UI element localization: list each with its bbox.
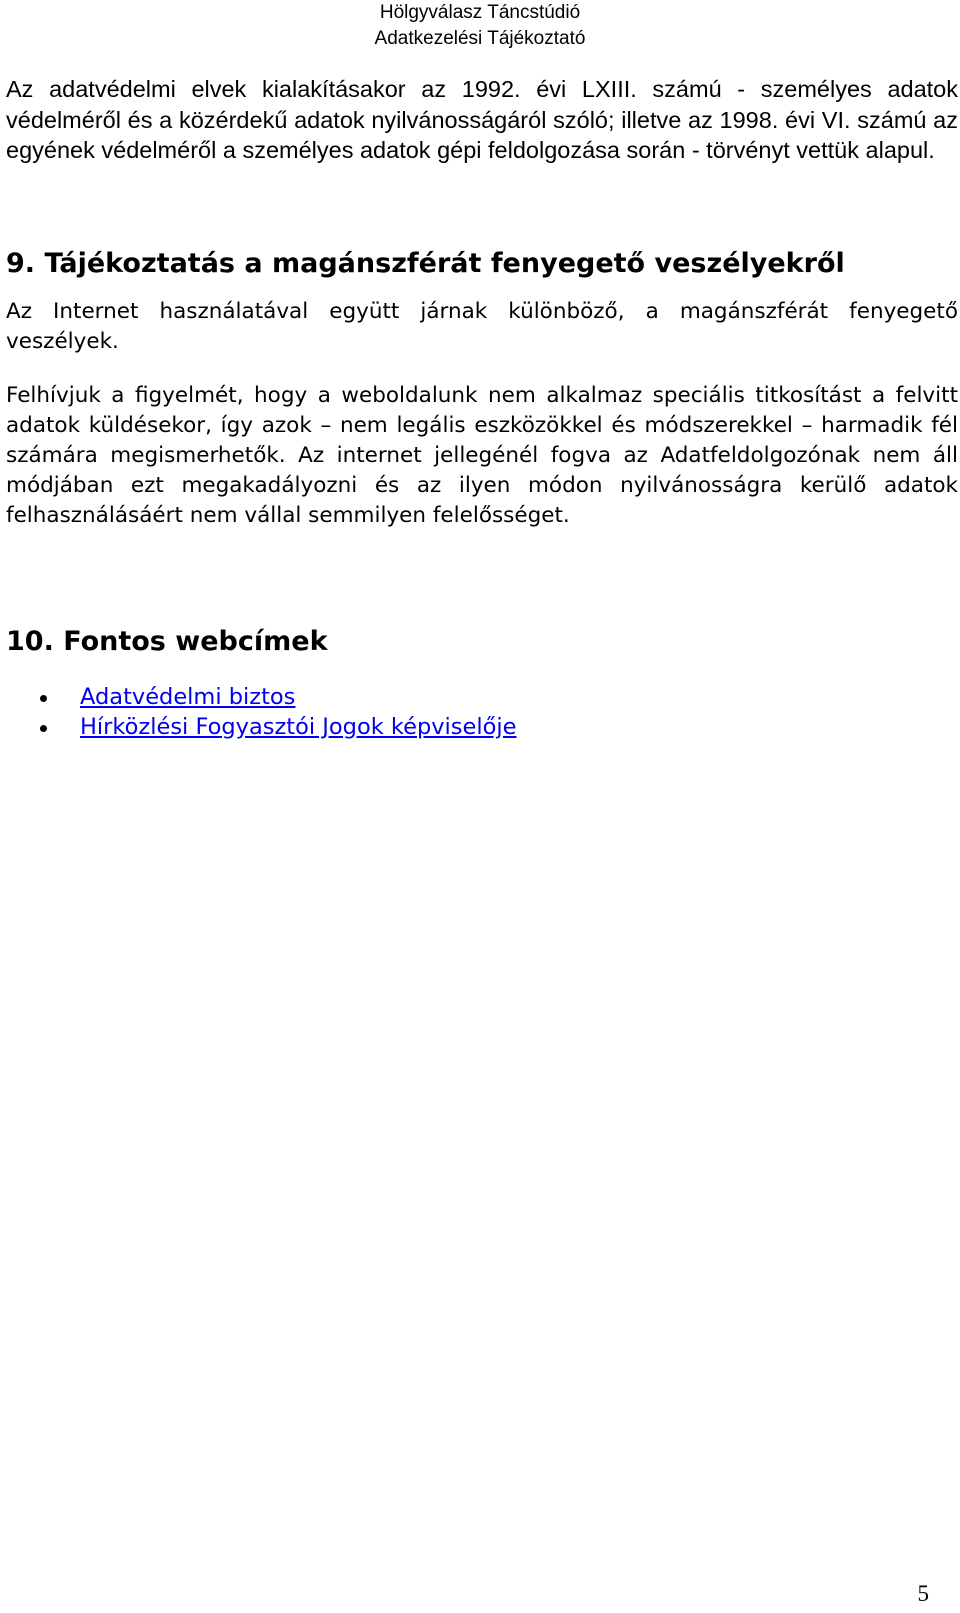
header-document-title: Adatkezelési Tájékoztató (374, 28, 586, 49)
link-consumer-rights-representative[interactable]: Hírközlési Fogyasztói Jogok képviselője (80, 713, 517, 740)
bullet-icon (40, 695, 47, 702)
list-item (6, 712, 958, 742)
intro-paragraph: Az adatvédelmi elvek kialakításakor az 1992. évi LXIII. számú - személyes adatok védelméről és a közérdekű adatok nyilvánosságáról szóló; illetve az 1998. évi VI. számú az egyének védelméről a személyes adatok gépi feldolgozása során - törvényt vettük alapul. (6, 76, 958, 163)
document-body (6, 74, 958, 742)
section-9-paragraph-2: Felhívjuk a figyelmét, hogy a weboldalunk nem alkalmaz speciális titkosítást a felvitt adatok küldésekor, így azok – nem legális eszközökkel és módszerekkel – harmadik fél számára megismerhetők. Az internet jellegénél fogva az Adatfeldolgozónak nem áll módjában ezt megakadályozni és az ilyen módon nyilvánosságra kerülő adatok felhasználásáért nem vállal semmilyen felelősséget. (6, 382, 958, 528)
link-data-protection-commissioner[interactable]: Adatvédelmi biztos (80, 683, 296, 710)
page-number: 5 (917, 1581, 929, 1606)
header-company-name: Hölgyválasz Táncstúdió (379, 2, 581, 23)
web-address-list (6, 682, 958, 742)
list-item (6, 682, 958, 712)
section-10-heading: 10. Fontos webcímek (6, 625, 328, 657)
section-9-heading: 9. Tájékoztatás a magánszférát fenyegető veszélyekről (6, 247, 845, 279)
section-9-paragraph-1: Az Internet használatával együtt járnak különböző, a magánszférát fenyegető veszélyek. (6, 298, 958, 354)
bullet-icon (40, 725, 47, 732)
page-header (0, 0, 960, 52)
